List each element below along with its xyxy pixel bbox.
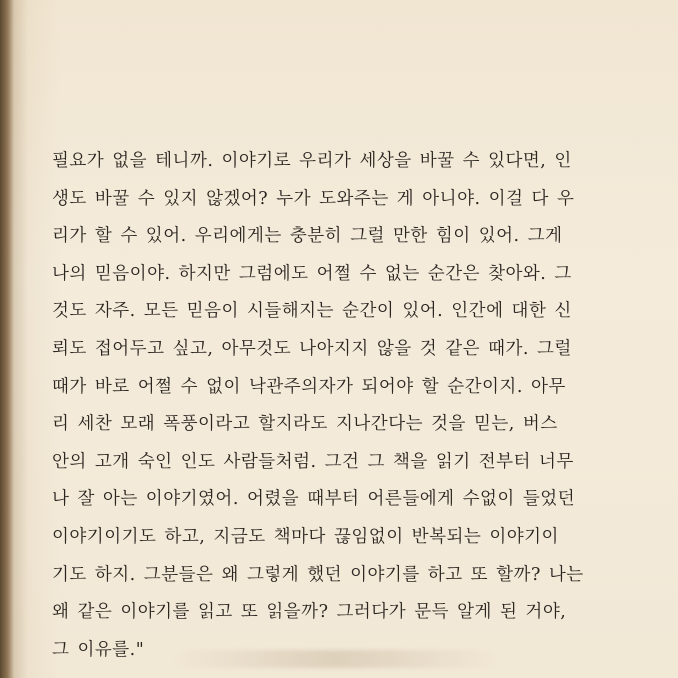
text-line: 나의 믿음이야. 하지만 그럼에도 어쩔 수 없는 순간은 찾아와. 그: [52, 263, 572, 284]
text-line: 그 이유를.": [52, 639, 145, 660]
text-line: 필요가 없을 테니까. 이야기로 우리가 세상을 바꿀 수 있다면, 인: [52, 151, 572, 171]
text-line: 이야기이기도 하고, 지금도 책마다 끊임없이 반복되는 이야기이: [52, 526, 559, 547]
text-line: 뢰도 접어두고 싶고, 아무것도 나아지지 않을 것 같은 때가. 그럴: [52, 338, 572, 359]
text-line: 기도 하지. 그분들은 왜 그렇게 했던 이야기를 하고 또 할까? 나는: [52, 564, 584, 585]
text-line: 왜 같은 이야기를 읽고 또 읽을까? 그러다가 문득 알게 된 거야,: [52, 602, 567, 623]
text-line: 안의 고개 숙인 인도 사람들처럼. 그건 그 책을 읽기 전부터 너무: [52, 451, 574, 472]
text-line: 때가 바로 어쩔 수 없이 낙관주의자가 되어야 할 순간이지. 아무: [52, 376, 566, 397]
show-through-text: [170, 650, 500, 668]
text-line: 리 세찬 모래 폭풍이라고 할지라도 지나간다는 것을 믿는, 버스: [52, 414, 558, 435]
text-line: 것도 자주. 모든 믿음이 시들해지는 순간이 있어. 인간에 대한 신: [52, 301, 572, 322]
text-line: 생도 바꿀 수 있지 않겠어? 누가 도와주는 게 아니야. 이걸 다 우: [52, 188, 575, 209]
text-line: 나 잘 아는 이야기였어. 어렸을 때부터 어른들에게 수없이 들었던: [52, 489, 576, 510]
book-spine-shadow: [0, 0, 14, 678]
text-line: 리가 할 수 있어. 우리에게는 충분히 그럴 만한 힘이 있어. 그게: [52, 226, 563, 247]
body-text: [52, 143, 584, 669]
